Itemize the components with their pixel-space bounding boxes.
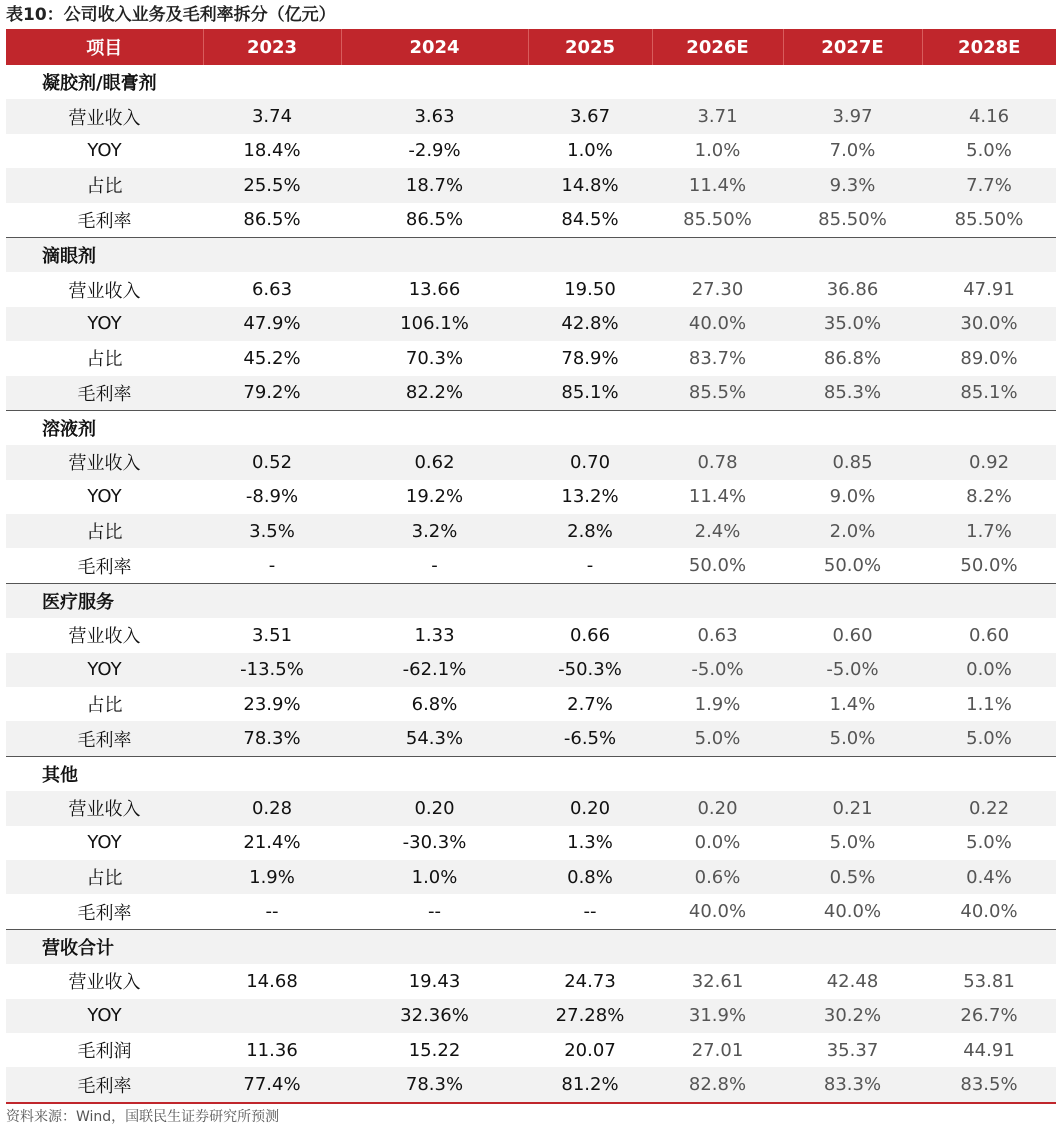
- value-cell: 86.8%: [823, 347, 882, 369]
- header-cell-2027e: 2027E: [783, 29, 922, 65]
- row-label: 毛利率: [77, 902, 132, 924]
- value-cell: 40.0%: [652, 307, 783, 341]
- value-cell: 36.86: [826, 279, 879, 301]
- value-cell: 85.1%: [528, 376, 652, 411]
- value-cell: 35.37: [826, 1039, 879, 1061]
- value-cell: 50.0%: [960, 555, 1018, 577]
- value-cell: 11.36: [246, 1039, 298, 1061]
- table-body: [6, 65, 1056, 1103]
- value-cell: 19.50: [564, 279, 616, 301]
- value-cell: 3.74: [203, 99, 341, 133]
- value-cell: 5.0%: [829, 832, 876, 854]
- row-label: YOY: [6, 653, 203, 687]
- value-cell: 78.3%: [341, 1067, 528, 1102]
- empty-cell: [652, 237, 783, 272]
- section-title: 滴眼剂: [6, 237, 203, 272]
- value-cell: -6.5%: [528, 721, 652, 756]
- row-label: 占比: [86, 349, 123, 371]
- value-cell: 14.8%: [528, 168, 652, 202]
- value-cell: 85.50%: [683, 209, 752, 231]
- empty-cell: [203, 756, 341, 791]
- header-cell-2024: 2024: [341, 29, 528, 65]
- value-cell: 4.16: [922, 99, 1056, 133]
- value-cell: [203, 999, 341, 1033]
- section-header-row: [6, 583, 1056, 618]
- value-cell: 6.63: [251, 279, 293, 301]
- value-cell: 0.8%: [528, 860, 652, 894]
- value-cell: 9.3%: [783, 168, 922, 202]
- value-cell: 0.0%: [694, 832, 741, 854]
- value-cell: 27.01: [691, 1039, 744, 1061]
- row-label: 营业收入: [6, 445, 203, 479]
- value-cell: 84.5%: [561, 209, 619, 231]
- value-cell: 3.67: [528, 99, 652, 133]
- table-row: [6, 445, 1056, 479]
- value-cell: -13.5%: [203, 653, 341, 687]
- section-title: 营收合计: [6, 929, 203, 964]
- empty-cell: [203, 410, 341, 445]
- value-cell: 44.91: [963, 1039, 1015, 1061]
- empty-cell: [783, 583, 922, 618]
- row-label: 营业收入: [68, 626, 141, 648]
- value-cell: 5.0%: [783, 721, 922, 756]
- table-row: [6, 860, 1056, 894]
- header-cell-2028e: 2028E: [922, 29, 1056, 65]
- table-row: [6, 1033, 1056, 1067]
- table-row: [6, 514, 1056, 548]
- row-label: 营业收入: [6, 99, 203, 133]
- empty-cell: [652, 929, 783, 964]
- value-cell: 79.2%: [203, 376, 341, 411]
- row-label: 毛利率: [77, 210, 132, 232]
- source-note: 资料来源：Wind，国联民生证券研究所预测: [6, 1109, 280, 1125]
- row-label: 占比: [6, 514, 203, 548]
- value-cell: 50.0%: [823, 555, 882, 577]
- value-cell: 25.5%: [203, 168, 341, 202]
- value-cell: 2.0%: [783, 514, 922, 548]
- table-row: [6, 134, 1056, 168]
- empty-cell: [528, 65, 652, 99]
- empty-cell: [341, 237, 528, 272]
- value-cell: 0.52: [203, 445, 341, 479]
- row-label: YOY: [6, 999, 203, 1033]
- value-cell: 9.0%: [829, 486, 876, 508]
- empty-cell: [341, 929, 528, 964]
- row-label: 营业收入: [6, 791, 203, 825]
- empty-cell: [203, 237, 341, 272]
- empty-cell: [341, 410, 528, 445]
- empty-cell: [783, 410, 922, 445]
- empty-cell: [528, 583, 652, 618]
- value-cell: --: [428, 901, 441, 923]
- empty-cell: [922, 756, 1056, 791]
- value-cell: 24.73: [564, 970, 616, 992]
- row-label: 营业收入: [68, 972, 141, 994]
- header-cell-2023: 2023: [203, 29, 341, 65]
- value-cell: 1.7%: [922, 514, 1056, 548]
- value-cell: --: [265, 901, 279, 923]
- section-header-row: [6, 65, 1056, 99]
- value-cell: 35.0%: [783, 307, 922, 341]
- section-title: 医疗服务: [6, 583, 203, 618]
- table-row: [6, 826, 1056, 860]
- value-cell: 3.97: [783, 99, 922, 133]
- section-title: 其他: [6, 756, 203, 791]
- empty-cell: [783, 929, 922, 964]
- table-row: [6, 1067, 1056, 1102]
- table-row: [6, 376, 1056, 411]
- value-cell: 0.20: [341, 791, 528, 825]
- empty-cell: [528, 756, 652, 791]
- value-cell: 86.5%: [405, 209, 464, 231]
- table-row: [6, 618, 1056, 652]
- row-label: YOY: [87, 140, 122, 162]
- value-cell: 83.3%: [783, 1067, 922, 1102]
- value-cell: 0.21: [783, 791, 922, 825]
- value-cell: 77.4%: [203, 1067, 341, 1102]
- value-cell: 0.60: [832, 624, 873, 646]
- value-cell: 1.3%: [567, 832, 613, 854]
- empty-cell: [652, 65, 783, 99]
- value-cell: 83.5%: [922, 1067, 1056, 1102]
- row-label: 占比: [6, 168, 203, 202]
- table-row: [6, 894, 1056, 929]
- value-cell: 18.4%: [243, 140, 301, 162]
- value-cell: 5.0%: [922, 721, 1056, 756]
- value-cell: --: [583, 901, 597, 923]
- value-cell: 0.5%: [783, 860, 922, 894]
- value-cell: 83.7%: [688, 347, 747, 369]
- row-label: 毛利率: [6, 721, 203, 756]
- value-cell: 5.0%: [966, 140, 1012, 162]
- table-row: [6, 999, 1056, 1033]
- value-cell: 40.0%: [823, 901, 882, 923]
- value-cell: 32.36%: [341, 999, 528, 1033]
- value-cell: -62.1%: [341, 653, 528, 687]
- value-cell: 45.2%: [243, 347, 301, 369]
- value-cell: 0.63: [697, 624, 738, 646]
- value-cell: 78.3%: [203, 721, 341, 756]
- empty-cell: [652, 583, 783, 618]
- empty-cell: [652, 410, 783, 445]
- value-cell: 21.4%: [243, 832, 301, 854]
- empty-cell: [922, 65, 1056, 99]
- value-cell: 78.9%: [561, 347, 619, 369]
- value-cell: 3.71: [652, 99, 783, 133]
- row-label: YOY: [87, 832, 122, 854]
- value-cell: 27.30: [691, 279, 744, 301]
- value-cell: 30.2%: [783, 999, 922, 1033]
- value-cell: 18.7%: [341, 168, 528, 202]
- value-cell: 85.5%: [652, 376, 783, 411]
- empty-cell: [528, 929, 652, 964]
- section-header-row: [6, 237, 1056, 272]
- row-label: 占比: [6, 860, 203, 894]
- value-cell: 0.66: [569, 624, 611, 646]
- value-cell: -30.3%: [402, 832, 467, 854]
- table-row: [6, 964, 1056, 998]
- value-cell: 1.9%: [694, 693, 741, 715]
- value-cell: 54.3%: [341, 721, 528, 756]
- table-row: [6, 272, 1056, 306]
- empty-cell: [652, 756, 783, 791]
- table-row: [6, 548, 1056, 583]
- value-cell: 86.5%: [243, 209, 301, 231]
- value-cell: 7.7%: [922, 168, 1056, 202]
- empty-cell: [922, 929, 1056, 964]
- empty-cell: [203, 65, 341, 99]
- value-cell: 0.85: [783, 445, 922, 479]
- value-cell: -: [431, 555, 438, 577]
- value-cell: 5.0%: [966, 832, 1012, 854]
- value-cell: -: [268, 555, 276, 577]
- header-row: [6, 29, 1056, 65]
- header-cell-2025: 2025: [528, 29, 652, 65]
- section-header-row: [6, 410, 1056, 445]
- value-cell: 0.22: [922, 791, 1056, 825]
- value-cell: 1.0%: [694, 140, 741, 162]
- table-row: [6, 341, 1056, 375]
- value-cell: 30.0%: [922, 307, 1056, 341]
- value-cell: 85.50%: [954, 209, 1024, 231]
- value-cell: 2.7%: [567, 693, 613, 715]
- value-cell: 0.0%: [922, 653, 1056, 687]
- value-cell: 42.8%: [528, 307, 652, 341]
- value-cell: 40.0%: [688, 901, 747, 923]
- value-cell: 47.91: [963, 279, 1015, 301]
- section-header-row: [6, 756, 1056, 791]
- value-cell: 0.28: [203, 791, 341, 825]
- empty-cell: [922, 410, 1056, 445]
- value-cell: 0.78: [652, 445, 783, 479]
- value-cell: -: [586, 555, 594, 577]
- value-cell: 0.62: [341, 445, 528, 479]
- section-header-row: [6, 929, 1056, 964]
- empty-cell: [203, 929, 341, 964]
- value-cell: 3.63: [341, 99, 528, 133]
- value-cell: 1.0%: [341, 860, 528, 894]
- value-cell: 1.33: [414, 624, 455, 646]
- value-cell: 0.70: [528, 445, 652, 479]
- value-cell: 0.60: [968, 624, 1010, 646]
- row-label: 毛利率: [77, 556, 132, 578]
- empty-cell: [783, 237, 922, 272]
- revenue-breakdown-table: [6, 29, 1056, 1104]
- table-row: [6, 307, 1056, 341]
- value-cell: 13.66: [408, 279, 461, 301]
- value-cell: 14.68: [246, 970, 298, 992]
- value-cell: 0.6%: [652, 860, 783, 894]
- table-row: [6, 480, 1056, 514]
- value-cell: 20.07: [564, 1039, 616, 1061]
- value-cell: 70.3%: [405, 347, 464, 369]
- empty-cell: [922, 583, 1056, 618]
- table-row: [6, 721, 1056, 756]
- value-cell: 1.1%: [966, 693, 1012, 715]
- value-cell: 106.1%: [341, 307, 528, 341]
- empty-cell: [341, 65, 528, 99]
- value-cell: -8.9%: [245, 486, 299, 508]
- empty-cell: [203, 583, 341, 618]
- value-cell: 42.48: [826, 970, 879, 992]
- table-row: [6, 653, 1056, 687]
- row-label: 占比: [86, 695, 123, 717]
- value-cell: 85.50%: [818, 209, 887, 231]
- value-cell: 2.4%: [652, 514, 783, 548]
- empty-cell: [528, 237, 652, 272]
- value-cell: 81.2%: [528, 1067, 652, 1102]
- table-row: [6, 687, 1056, 721]
- value-cell: 0.4%: [922, 860, 1056, 894]
- value-cell: 3.2%: [341, 514, 528, 548]
- empty-cell: [783, 756, 922, 791]
- table-row: [6, 791, 1056, 825]
- header-cell-2026e: 2026E: [652, 29, 783, 65]
- header-cell-item: 项目: [6, 29, 203, 65]
- value-cell: 53.81: [963, 970, 1015, 992]
- value-cell: 3.5%: [203, 514, 341, 548]
- section-title: 溶液剂: [6, 410, 203, 445]
- value-cell: 82.8%: [652, 1067, 783, 1102]
- value-cell: 11.4%: [652, 168, 783, 202]
- value-cell: 50.0%: [688, 555, 747, 577]
- table-title: 表10：公司收入业务及毛利率拆分（亿元）: [6, 5, 336, 25]
- value-cell: 27.28%: [528, 999, 652, 1033]
- empty-cell: [528, 410, 652, 445]
- value-cell: 0.92: [922, 445, 1056, 479]
- value-cell: 15.22: [408, 1039, 461, 1061]
- value-cell: 1.0%: [567, 140, 613, 162]
- value-cell: 26.7%: [922, 999, 1056, 1033]
- value-cell: 1.4%: [829, 693, 876, 715]
- value-cell: 19.43: [408, 970, 461, 992]
- value-cell: 19.2%: [405, 486, 464, 508]
- value-cell: 3.51: [251, 624, 293, 646]
- table-row: [6, 168, 1056, 202]
- value-cell: 6.8%: [411, 693, 458, 715]
- value-cell: 89.0%: [960, 347, 1018, 369]
- value-cell: 31.9%: [652, 999, 783, 1033]
- value-cell: 7.0%: [829, 140, 876, 162]
- empty-cell: [341, 583, 528, 618]
- value-cell: 23.9%: [243, 693, 301, 715]
- empty-cell: [341, 756, 528, 791]
- value-cell: 47.9%: [203, 307, 341, 341]
- value-cell: 82.2%: [341, 376, 528, 411]
- value-cell: 13.2%: [561, 486, 619, 508]
- value-cell: -2.9%: [408, 140, 461, 162]
- value-cell: 32.61: [691, 970, 744, 992]
- empty-cell: [922, 237, 1056, 272]
- row-label: YOY: [87, 486, 122, 508]
- table-row: [6, 99, 1056, 133]
- value-cell: 2.8%: [528, 514, 652, 548]
- row-label: 毛利率: [6, 376, 203, 411]
- empty-cell: [783, 65, 922, 99]
- value-cell: 0.20: [652, 791, 783, 825]
- value-cell: -50.3%: [528, 653, 652, 687]
- table-row: [6, 203, 1056, 238]
- value-cell: 5.0%: [652, 721, 783, 756]
- value-cell: 1.9%: [203, 860, 341, 894]
- value-cell: 0.20: [528, 791, 652, 825]
- value-cell: -5.0%: [652, 653, 783, 687]
- section-title: 凝胶剂/眼膏剂: [42, 73, 157, 95]
- value-cell: 11.4%: [688, 486, 747, 508]
- value-cell: 85.3%: [783, 376, 922, 411]
- value-cell: 85.1%: [922, 376, 1056, 411]
- value-cell: 8.2%: [966, 486, 1012, 508]
- value-cell: 40.0%: [960, 901, 1018, 923]
- value-cell: -5.0%: [783, 653, 922, 687]
- row-label: YOY: [6, 307, 203, 341]
- row-label: 毛利润: [77, 1041, 132, 1063]
- row-label: 营业收入: [68, 280, 141, 302]
- row-label: 毛利率: [6, 1067, 203, 1102]
